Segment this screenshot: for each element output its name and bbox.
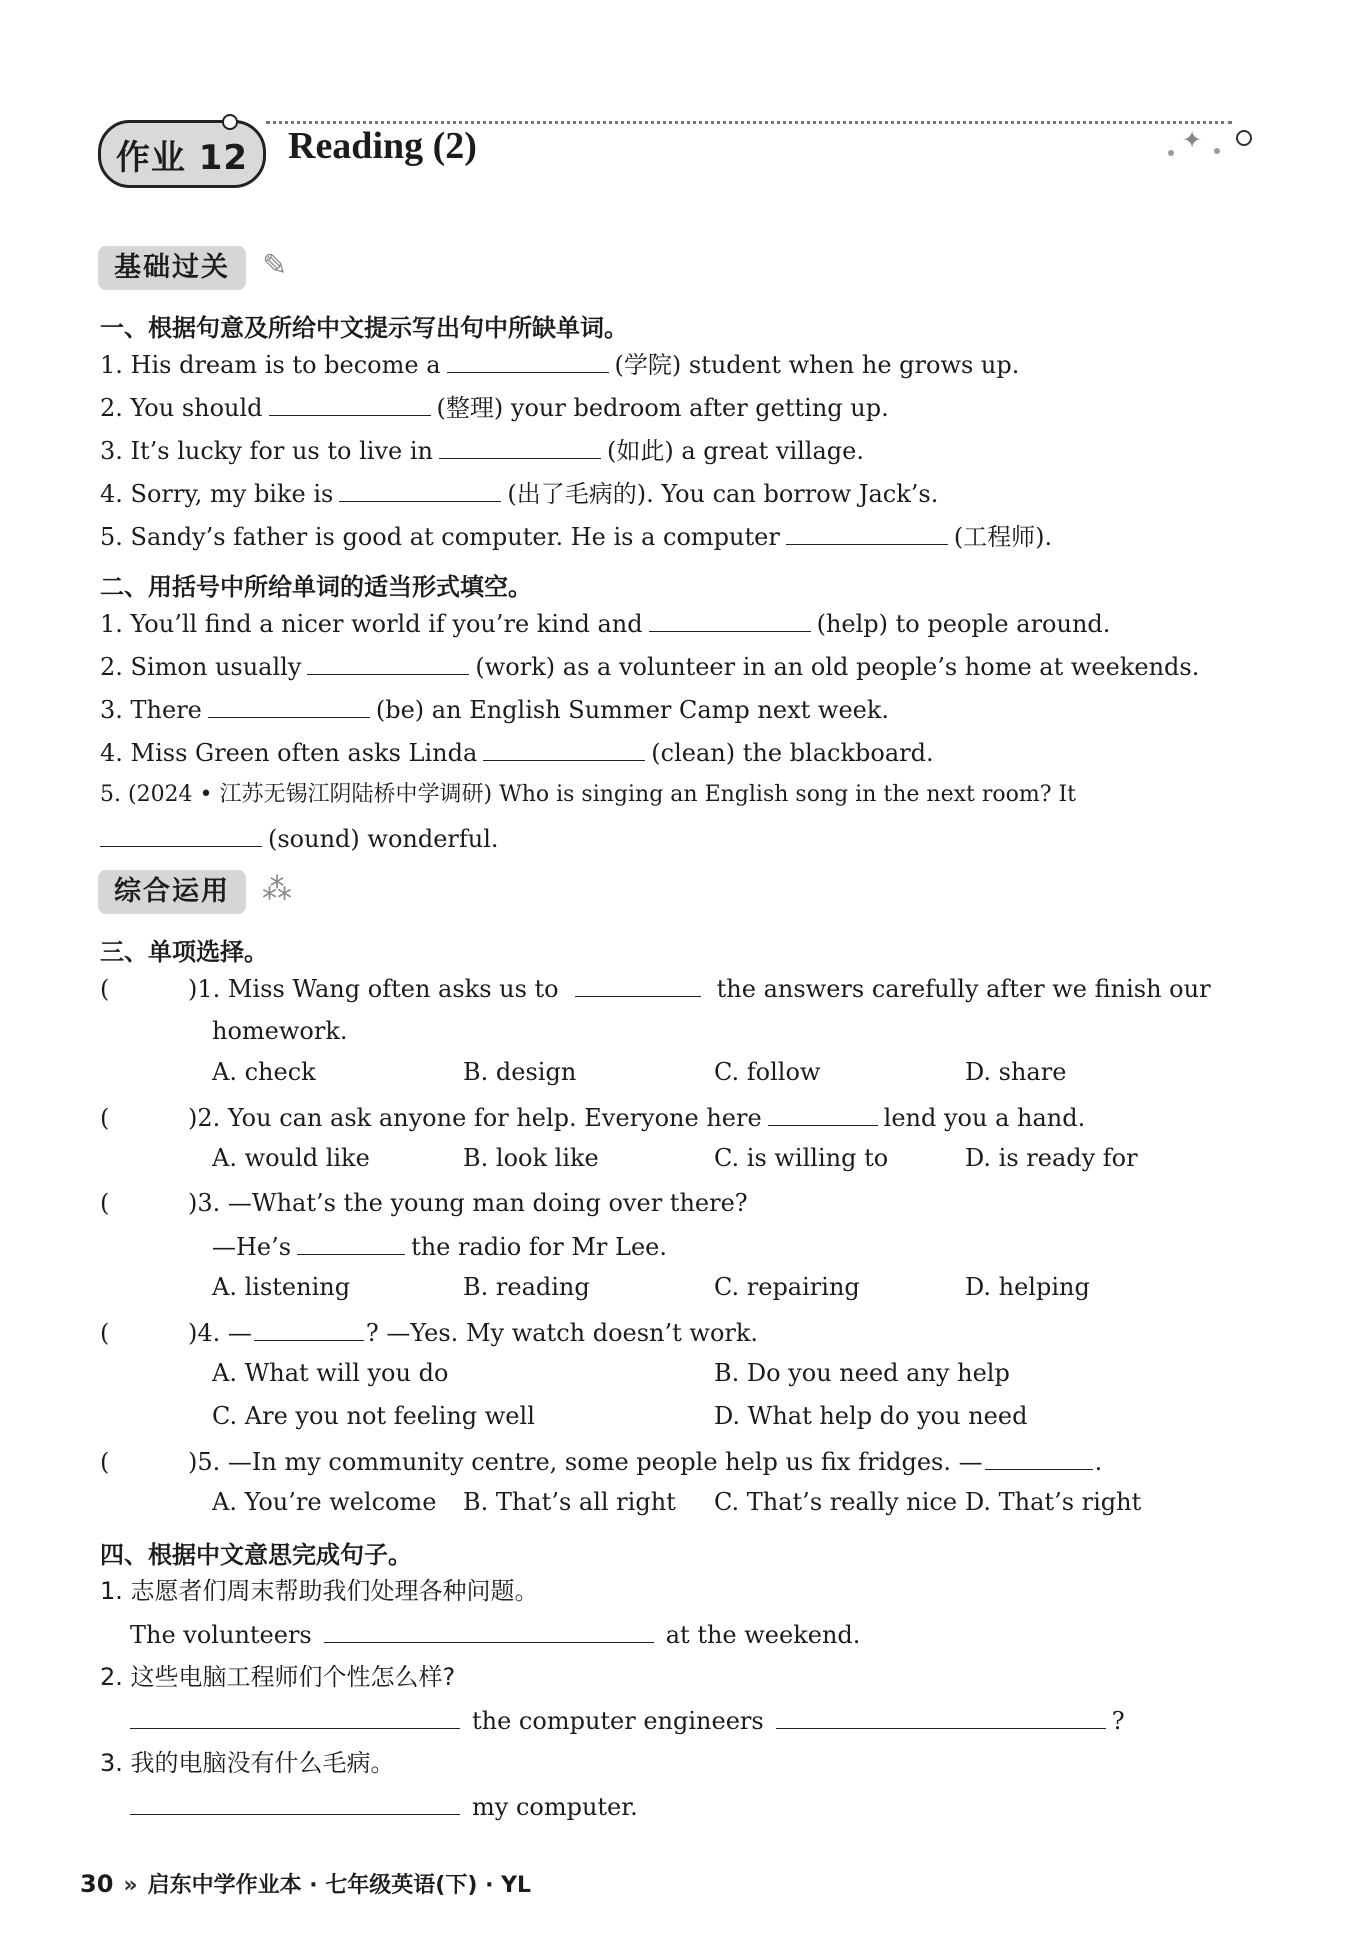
part1-item: 2. You should (整理) your bedroom after getting up. [100, 391, 889, 424]
mc-option[interactable]: C. follow [714, 1058, 821, 1086]
badge-ring-icon [222, 114, 238, 130]
decor-dot-icon [1214, 148, 1220, 154]
part1-heading: 一、根据句意及所给中文提示写出句中所缺单词。 [100, 314, 628, 342]
decor-dot-icon [1168, 150, 1174, 156]
mc-option[interactable]: B. design [463, 1058, 577, 1086]
mc-option[interactable]: D. What help do you need [714, 1402, 1028, 1430]
part2-item-cont: (sound) wonderful. [100, 822, 499, 855]
pencil-icon: ✎ [262, 248, 288, 283]
part2-item: 3. There (be) an English Summer Camp next week. [100, 693, 889, 726]
answer-blank[interactable] [447, 348, 609, 373]
answer-blank[interactable] [208, 693, 370, 718]
answer-blank[interactable] [768, 1101, 878, 1126]
mc-option[interactable]: A. What will you do [212, 1359, 449, 1387]
mc-option[interactable]: D. is ready for [965, 1144, 1138, 1172]
sparkle-brush-icon: ⁂ [262, 872, 292, 907]
mc-option[interactable]: C. is willing to [714, 1144, 889, 1172]
part2-heading: 二、用括号中所给单词的适当形式填空。 [100, 573, 532, 601]
mc-option[interactable]: B. That’s all right [463, 1488, 676, 1516]
homework-badge: 作业 12 [98, 120, 266, 188]
part2-item: 5. (2024 • 江苏无锡江阴陆桥中学调研) Who is singing an English song in the next room? It [100, 782, 1077, 807]
section-tag-comprehensive: 综合运用 [98, 870, 246, 914]
mc-option[interactable]: A. would like [212, 1144, 370, 1172]
answer-blank[interactable] [307, 650, 469, 675]
mc-question-2: ( )2. You can ask anyone for help. Everyone here lend you a hand. [100, 1101, 1085, 1134]
answer-blank[interactable] [339, 477, 501, 502]
translation-answer-3: my computer. [130, 1790, 638, 1823]
sparkle-icon: ✦ [1182, 126, 1203, 154]
answer-blank[interactable] [483, 736, 645, 761]
page-title: Reading (2) [288, 125, 477, 167]
answer-blank[interactable] [786, 520, 948, 545]
answer-blank[interactable] [254, 1316, 364, 1341]
mc-question-1: ( )1. Miss Wang often asks us to the answers carefully after we finish our [100, 972, 1211, 1005]
mc-question-4: ( )4. — ? —Yes. My watch doesn’t work. [100, 1316, 758, 1349]
translation-prompt-1: 1. 志愿者们周末帮助我们处理各种问题。 [100, 1577, 539, 1605]
mc-option[interactable]: D. That’s right [965, 1488, 1142, 1516]
mc-option[interactable]: C. repairing [714, 1273, 860, 1301]
answer-blank[interactable] [776, 1704, 1106, 1729]
answer-blank[interactable] [649, 607, 811, 632]
mc-option[interactable]: C. That’s really nice [714, 1488, 958, 1516]
page-footer [80, 1868, 531, 1899]
mc-option[interactable]: B. reading [463, 1273, 590, 1301]
answer-blank[interactable] [130, 1704, 460, 1729]
mc-question-3: ( )3. —What’s the young man doing over there? [100, 1189, 748, 1217]
page-number: 30 [80, 1870, 114, 1898]
part1-item: 5. Sandy’s father is good at computer. He is a computer (工程师). [100, 520, 1052, 553]
mc-option[interactable]: A. listening [212, 1273, 351, 1301]
part2-item: 2. Simon usually (work) as a volunteer in an old people’s home at weekends. [100, 650, 1199, 683]
mc-question-1-cont: homework. [212, 1017, 348, 1045]
mc-question-5: ( )5. —In my community centre, some people help us fix fridges. — . [100, 1445, 1102, 1478]
answer-blank[interactable] [439, 434, 601, 459]
answer-blank[interactable] [130, 1790, 460, 1815]
translation-prompt-3: 3. 我的电脑没有什么毛病。 [100, 1749, 395, 1777]
part1-item: 3. It’s lucky for us to live in (如此) a great village. [100, 434, 864, 467]
translation-answer-2: the computer engineers ? [130, 1704, 1125, 1737]
mc-option[interactable]: B. Do you need any help [714, 1359, 1010, 1387]
mc-option[interactable]: D. helping [965, 1273, 1090, 1301]
mc-option[interactable]: A. check [212, 1058, 316, 1086]
mc-option[interactable]: C. Are you not feeling well [212, 1402, 535, 1430]
section-tag-basic: 基础过关 [98, 246, 246, 290]
part4-heading: 四、根据中文意思完成句子。 [100, 1541, 412, 1569]
footer-book-title: 启东中学作业本 · 七年级英语(下) · YL [147, 1873, 532, 1898]
mc-option[interactable]: B. look like [463, 1144, 599, 1172]
double-chevron-icon: » [123, 1873, 138, 1898]
ring-end-icon [1236, 130, 1252, 146]
part3-heading: 三、单项选择。 [100, 938, 268, 966]
mc-question-3-cont: —He’s the radio for Mr Lee. [212, 1230, 667, 1263]
part2-item: 1. You’ll find a nicer world if you’re kind and (help) to people around. [100, 607, 1110, 640]
translation-answer-1: The volunteers at the weekend. [130, 1618, 860, 1651]
part1-item: 4. Sorry, my bike is (出了毛病的). You can borrow Jack’s. [100, 477, 938, 510]
mc-option[interactable]: A. You’re welcome [212, 1488, 437, 1516]
part1-item: 1. His dream is to become a (学院) student when he grows up. [100, 348, 1019, 381]
answer-blank[interactable] [324, 1618, 654, 1643]
answer-blank[interactable] [985, 1445, 1093, 1470]
answer-blank[interactable] [100, 822, 262, 847]
answer-blank[interactable] [297, 1230, 405, 1255]
answer-blank[interactable] [575, 972, 701, 997]
mc-option[interactable]: D. share [965, 1058, 1067, 1086]
part2-item: 4. Miss Green often asks Linda (clean) the blackboard. [100, 736, 934, 769]
answer-blank[interactable] [269, 391, 431, 416]
translation-prompt-2: 2. 这些电脑工程师们个性怎么样? [100, 1663, 456, 1691]
